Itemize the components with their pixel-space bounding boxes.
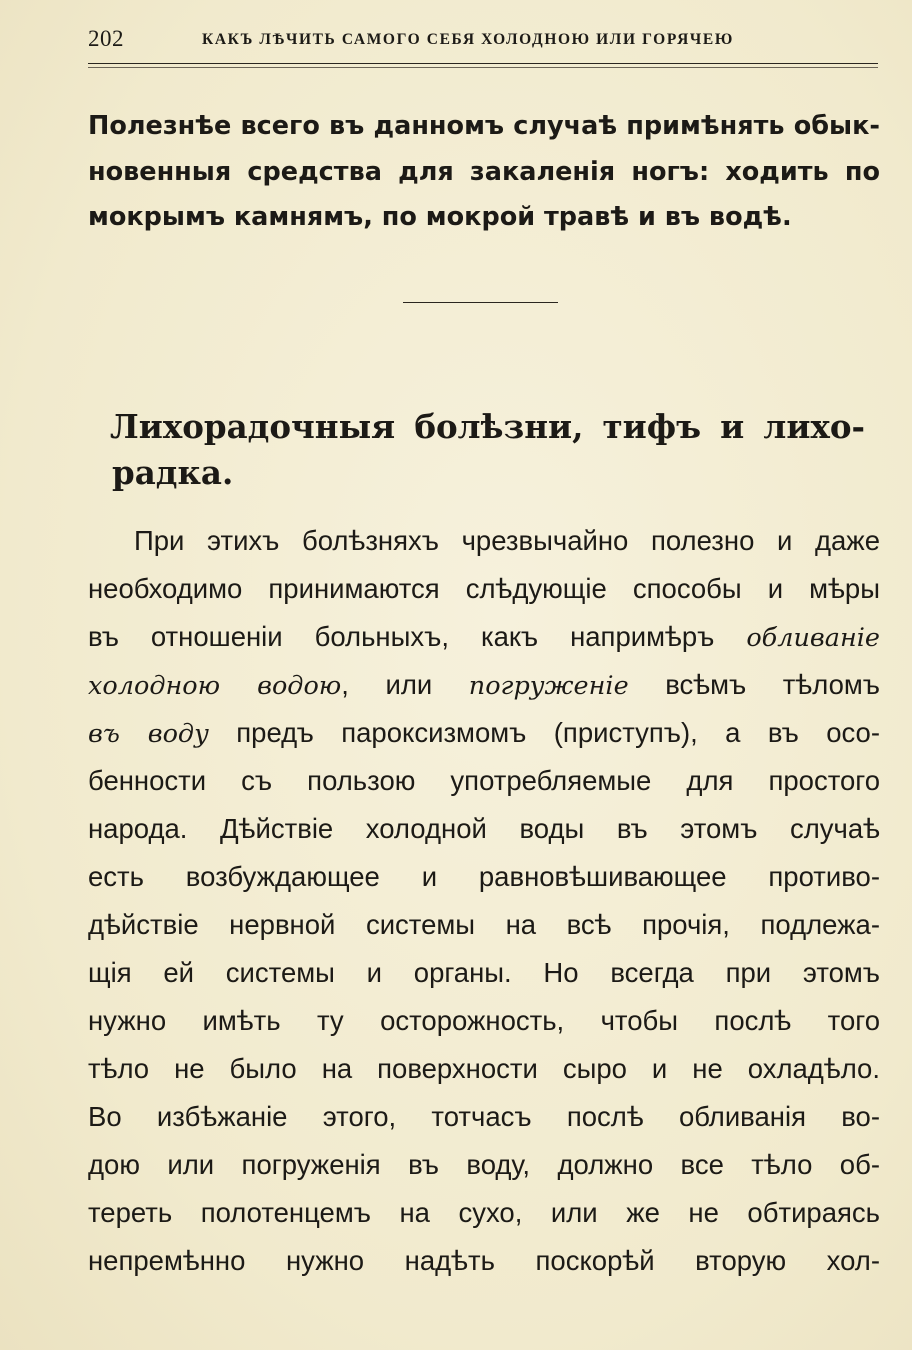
intro-line: новенныя средства для закаленія ногъ: ходить по — [88, 156, 880, 187]
header-rule — [88, 63, 878, 64]
body-line: есть возбуждающее и равновѣшивающее противо- — [88, 861, 880, 892]
body-line: тѣло не было на поверхности сыро и не охладѣло. — [88, 1053, 880, 1084]
body-line — [88, 709, 880, 757]
intro-paragraph — [88, 104, 880, 241]
body-line: дѣйствіе нервной системы на всѣ прочія, подлежа- — [88, 909, 880, 940]
body-text-span: предъ пароксизмомъ (приступъ), а въ осо- — [208, 717, 880, 748]
body-line: нужно имѣть ту осторожность, чтобы послѣ того — [88, 1005, 880, 1036]
section-divider — [403, 302, 558, 303]
italic-term: погруженіе — [468, 671, 629, 701]
body-line — [88, 613, 880, 661]
section-body — [88, 517, 880, 1285]
section-title — [110, 404, 865, 496]
body-line: При этихъ болѣзняхъ чрезвычайно полезно и даже — [134, 525, 880, 556]
section-title-line: радка. — [112, 453, 234, 492]
italic-term: въ воду — [88, 719, 209, 749]
body-text-span: , или — [341, 669, 469, 700]
body-line: народа. Дѣйствіе холодной воды въ этомъ случаѣ — [88, 813, 880, 844]
italic-term: обливаніе — [746, 623, 880, 653]
intro-line: мокрымъ камнямъ, по мокрой травѣ и въ водѣ. — [88, 202, 792, 232]
body-line: необходимо принимаются слѣдующіе способы и мѣры — [88, 573, 880, 604]
body-line: бенности съ пользою употребляемые для простого — [88, 765, 880, 796]
body-line: щія ей системы и органы. Но всегда при этомъ — [88, 957, 880, 988]
body-text-span: въ отношеніи больныхъ, какъ напримѣръ — [88, 621, 747, 652]
body-line: дою или погруженія въ воду, должно все тѣло об- — [88, 1149, 880, 1180]
section-title-line: Лихорадочныя болѣзни, тифъ и лихо- — [110, 407, 865, 446]
body-line: тереть полотенцемъ на сухо, или же не обтираясь — [88, 1197, 880, 1228]
running-title: КАКЪ ЛѢЧИТЬ САМОГО СЕБЯ ХОЛОДНОЮ ИЛИ ГОРЯЧЕЮ — [202, 31, 734, 48]
body-line: непремѣнно нужно надѣть поскорѣй вторую хол- — [88, 1245, 880, 1276]
page-header — [88, 26, 880, 60]
body-text-span: всѣмъ тѣломъ — [628, 669, 880, 700]
italic-term: холодною водою — [88, 671, 342, 701]
intro-line: Полезнѣе всего въ данномъ случаѣ примѣнять обык- — [88, 111, 880, 141]
body-line: Во избѣжаніе этого, тотчасъ послѣ обливанія во- — [88, 1101, 880, 1132]
page-number: 202 — [88, 26, 124, 51]
body-line — [88, 661, 880, 709]
header-rule-thin — [88, 67, 878, 68]
